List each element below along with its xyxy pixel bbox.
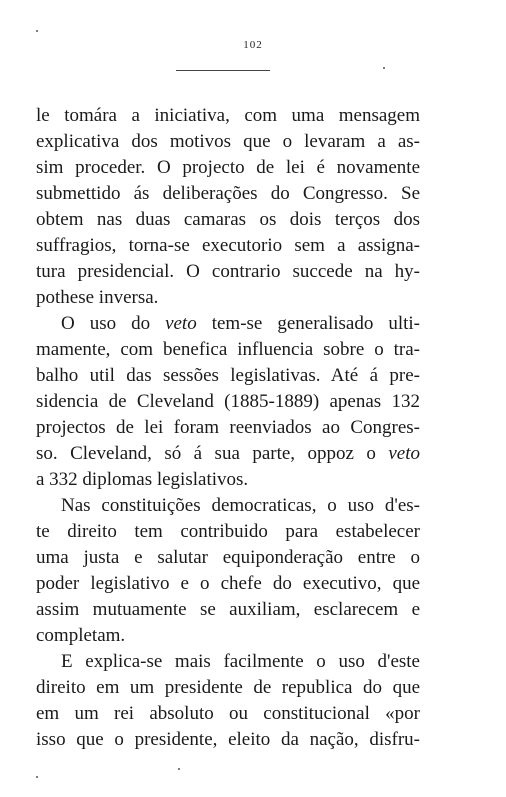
italic-term: veto <box>388 443 420 464</box>
text-line: poder legislativo e o chefe do executivo, que <box>36 573 420 594</box>
text-line: projectos de lei foram reenviados ao Congres- <box>36 417 420 438</box>
text-line: submettido ás deliberações do Congresso. Se <box>36 183 420 204</box>
page-number: 102 <box>243 39 263 51</box>
text-line: assim mutuamente se auxiliam, esclarecem e <box>36 599 420 620</box>
text-line: sim proceder. O projecto de lei é novamente <box>36 157 420 178</box>
text-line: te direito tem contribuido para estabelecer <box>36 521 420 542</box>
scan-speck <box>36 776 38 778</box>
scan-speck <box>383 67 385 69</box>
text-line: completam. <box>36 625 126 646</box>
text-line: em um rei absoluto ou constitucional «por <box>36 703 420 724</box>
text-line: uma justa e salutar equiponderação entre o <box>36 547 420 568</box>
body-text <box>36 103 420 753</box>
text-line: explicativa dos motivos que o levaram a as- <box>36 131 420 152</box>
text-line: O uso do veto tem-se generalisado ulti- <box>61 313 420 334</box>
text-line: le tomára a iniciativa, com uma mensagem <box>36 105 420 126</box>
text-line: isso que o presidente, eleito da nação, disfru- <box>36 729 420 750</box>
text-line: suffragios, torna-se executorio sem a assigna- <box>36 235 420 256</box>
scan-speck <box>36 30 38 32</box>
text-line: direito em um presidente de republica do que <box>36 677 420 698</box>
text-line: a 332 diplomas legislativos. <box>36 469 249 490</box>
text-line: E explica-se mais facilmente o uso d'este <box>61 651 420 672</box>
text-line: mamente, com benefica influencia sobre o tra- <box>36 339 420 360</box>
text-line: pothese inversa. <box>36 287 159 308</box>
italic-term: veto <box>165 313 197 334</box>
text-line: so. Cleveland, só á sua parte, oppoz o veto <box>36 443 420 464</box>
text-line: sidencia de Cleveland (1885-1889) apenas 132 <box>36 391 420 412</box>
text-line: Nas constituições democraticas, o uso d'es- <box>61 495 420 516</box>
text-line: obtem nas duas camaras os dois terços dos <box>36 209 420 230</box>
header-rule <box>176 70 270 71</box>
scan-speck <box>178 768 180 770</box>
text-line: tura presidencial. O contrario succede na hy- <box>36 261 420 282</box>
text-line: balho util das sessões legislativas. Até á pre- <box>36 365 420 386</box>
